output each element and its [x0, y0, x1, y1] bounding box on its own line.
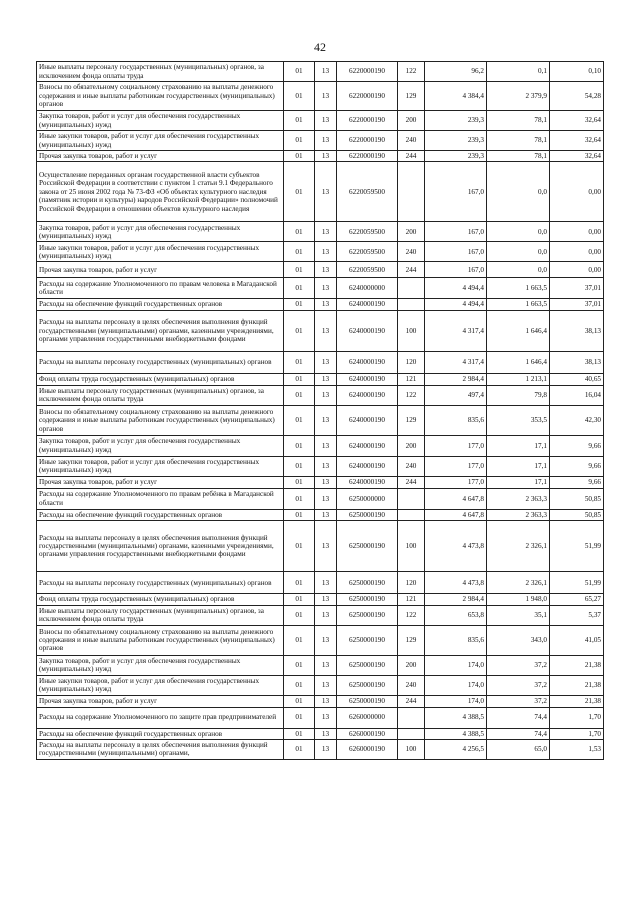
- cell-target-article: 6220059500: [337, 222, 398, 242]
- cell-target-article: 6240000000: [337, 278, 398, 299]
- table-row: [37, 476, 604, 488]
- cell-executed: 1 663,5: [487, 278, 550, 299]
- table-row: [37, 262, 604, 278]
- cell-target-article: 6220000190: [337, 131, 398, 151]
- cell-subsection: 13: [315, 707, 337, 728]
- cell-expense-type: 121: [398, 594, 425, 605]
- cell-section: 01: [284, 707, 315, 728]
- table-row: [37, 310, 604, 351]
- cell-executed: 0,0: [487, 162, 550, 222]
- cell-subsection: 13: [315, 405, 337, 435]
- cell-expense-type: 129: [398, 625, 425, 655]
- cell-percent: 51,99: [550, 521, 604, 572]
- cell-percent: 1,53: [550, 740, 604, 760]
- cell-executed: 65,0: [487, 740, 550, 760]
- cell-planned: 4 384,4: [425, 82, 487, 111]
- cell-section: 01: [284, 242, 315, 262]
- cell-section: 01: [284, 625, 315, 655]
- cell-executed: 2 379,9: [487, 82, 550, 111]
- cell-target-article: 6250000190: [337, 625, 398, 655]
- cell-target-article: 6240000190: [337, 476, 398, 488]
- cell-expense-type: [398, 509, 425, 520]
- cell-target-article: 6240000190: [337, 373, 398, 385]
- cell-planned: 2 984,4: [425, 594, 487, 605]
- cell-executed: 78,1: [487, 111, 550, 131]
- cell-section: 01: [284, 131, 315, 151]
- cell-planned: 4 647,8: [425, 509, 487, 520]
- table-row: [37, 675, 604, 695]
- cell-percent: 1,70: [550, 707, 604, 728]
- cell-description: Расходы на содержание Уполномоченного по защите прав предпринимателей: [37, 707, 284, 728]
- cell-target-article: 6260000190: [337, 740, 398, 760]
- cell-planned: 174,0: [425, 675, 487, 695]
- cell-expense-type: 121: [398, 373, 425, 385]
- page-number: 42: [314, 40, 326, 54]
- cell-executed: 17,1: [487, 476, 550, 488]
- cell-expense-type: 200: [398, 655, 425, 675]
- table-row: [37, 278, 604, 299]
- cell-percent: 21,38: [550, 675, 604, 695]
- cell-expense-type: 129: [398, 405, 425, 435]
- cell-description: Расходы на содержание Уполномоченного по правам ребёнка в Магаданской области: [37, 488, 284, 509]
- cell-section: 01: [284, 509, 315, 520]
- cell-expense-type: 244: [398, 151, 425, 162]
- cell-expense-type: 200: [398, 222, 425, 242]
- cell-percent: 1,70: [550, 728, 604, 739]
- cell-description: Иные выплаты персоналу государственных (муниципальных) органов, за исключением фонда оплаты труда: [37, 385, 284, 405]
- cell-percent: 37,01: [550, 278, 604, 299]
- cell-target-article: 6250000190: [337, 521, 398, 572]
- cell-planned: 497,4: [425, 385, 487, 405]
- cell-description: Прочая закупка товаров, работ и услуг: [37, 476, 284, 488]
- cell-expense-type: 122: [398, 605, 425, 625]
- cell-expense-type: 100: [398, 310, 425, 351]
- cell-section: 01: [284, 476, 315, 488]
- cell-description: Расходы на обеспечение функций государственных органов: [37, 299, 284, 310]
- table-row: [37, 625, 604, 655]
- cell-planned: 4 256,5: [425, 740, 487, 760]
- cell-description: Расходы на выплаты персоналу государственных (муниципальных) органов: [37, 572, 284, 594]
- cell-subsection: 13: [315, 310, 337, 351]
- cell-percent: 50,85: [550, 488, 604, 509]
- table-row: [37, 131, 604, 151]
- cell-description: Прочая закупка товаров, работ и услуг: [37, 695, 284, 707]
- cell-planned: 167,0: [425, 262, 487, 278]
- cell-percent: 9,66: [550, 456, 604, 476]
- cell-target-article: 6240000190: [337, 351, 398, 373]
- table-body: [37, 62, 604, 760]
- cell-expense-type: 129: [398, 82, 425, 111]
- cell-percent: 9,66: [550, 476, 604, 488]
- cell-target-article: 6260000000: [337, 707, 398, 728]
- cell-target-article: 6260000190: [337, 728, 398, 739]
- cell-section: 01: [284, 82, 315, 111]
- cell-section: 01: [284, 222, 315, 242]
- cell-description: Взносы по обязательному социальному страхованию на выплаты денежного содержания и иные выплаты работникам государственных (муниципальных) органов: [37, 625, 284, 655]
- cell-planned: 4 494,4: [425, 278, 487, 299]
- cell-subsection: 13: [315, 385, 337, 405]
- cell-target-article: 6250000190: [337, 594, 398, 605]
- cell-percent: 9,66: [550, 435, 604, 456]
- cell-planned: 4 473,8: [425, 521, 487, 572]
- cell-subsection: 13: [315, 456, 337, 476]
- cell-percent: 32,64: [550, 111, 604, 131]
- cell-subsection: 13: [315, 740, 337, 760]
- cell-planned: 174,0: [425, 655, 487, 675]
- cell-subsection: 13: [315, 655, 337, 675]
- cell-expense-type: 122: [398, 385, 425, 405]
- table-row: [37, 299, 604, 310]
- cell-expense-type: 244: [398, 695, 425, 707]
- cell-expense-type: 200: [398, 111, 425, 131]
- cell-executed: 2 326,1: [487, 521, 550, 572]
- cell-target-article: 6250000190: [337, 572, 398, 594]
- cell-section: 01: [284, 521, 315, 572]
- cell-section: 01: [284, 162, 315, 222]
- cell-description: Расходы на содержание Уполномоченного по правам человека в Магаданской области: [37, 278, 284, 299]
- cell-section: 01: [284, 385, 315, 405]
- cell-target-article: 6220059500: [337, 162, 398, 222]
- cell-target-article: 6240000190: [337, 310, 398, 351]
- cell-percent: 37,01: [550, 299, 604, 310]
- table-row: [37, 111, 604, 131]
- cell-section: 01: [284, 111, 315, 131]
- cell-subsection: 13: [315, 521, 337, 572]
- cell-target-article: 6250000190: [337, 695, 398, 707]
- cell-executed: 37,2: [487, 695, 550, 707]
- cell-planned: 177,0: [425, 435, 487, 456]
- table-row: [37, 572, 604, 594]
- cell-target-article: 6240000190: [337, 435, 398, 456]
- table-row: [37, 405, 604, 435]
- cell-target-article: 6250000190: [337, 605, 398, 625]
- cell-section: 01: [284, 405, 315, 435]
- cell-subsection: 13: [315, 675, 337, 695]
- cell-executed: 1 663,5: [487, 299, 550, 310]
- cell-percent: 38,13: [550, 351, 604, 373]
- cell-planned: 174,0: [425, 695, 487, 707]
- cell-description: Осуществление переданных органам государственной власти субъектов Российской Федерации в соответствии с пунктом 1 статьи 9.1 Федерального закона от 25 июня 2002 года № 73-ФЗ «Об объектах культурного наследия (памятник истории и культуры) народов Российской Федерации» полномочий Российской Федерации в отношении объектов культурного наследия: [37, 162, 284, 222]
- cell-section: 01: [284, 373, 315, 385]
- cell-executed: 2 363,3: [487, 509, 550, 520]
- cell-section: 01: [284, 278, 315, 299]
- cell-percent: 54,28: [550, 82, 604, 111]
- cell-target-article: 6220059500: [337, 242, 398, 262]
- cell-section: 01: [284, 310, 315, 351]
- cell-subsection: 13: [315, 151, 337, 162]
- cell-executed: 78,1: [487, 131, 550, 151]
- cell-planned: 4 317,4: [425, 310, 487, 351]
- cell-percent: 50,85: [550, 509, 604, 520]
- cell-percent: 5,37: [550, 605, 604, 625]
- cell-target-article: 6240000190: [337, 405, 398, 435]
- cell-subsection: 13: [315, 605, 337, 625]
- cell-expense-type: [398, 707, 425, 728]
- cell-planned: 4 494,4: [425, 299, 487, 310]
- cell-percent: 41,05: [550, 625, 604, 655]
- cell-percent: 65,27: [550, 594, 604, 605]
- cell-percent: 0,10: [550, 62, 604, 82]
- table-row: [37, 435, 604, 456]
- cell-expense-type: [398, 488, 425, 509]
- cell-percent: 21,38: [550, 695, 604, 707]
- cell-target-article: 6220059500: [337, 262, 398, 278]
- cell-planned: 4 317,4: [425, 351, 487, 373]
- cell-subsection: 13: [315, 594, 337, 605]
- cell-subsection: 13: [315, 111, 337, 131]
- cell-expense-type: 120: [398, 351, 425, 373]
- table-row: [37, 62, 604, 82]
- cell-target-article: 6240000190: [337, 385, 398, 405]
- cell-description: Прочая закупка товаров, работ и услуг: [37, 262, 284, 278]
- cell-section: 01: [284, 740, 315, 760]
- cell-executed: 35,1: [487, 605, 550, 625]
- cell-planned: 177,0: [425, 456, 487, 476]
- cell-target-article: 6220000190: [337, 62, 398, 82]
- cell-subsection: 13: [315, 435, 337, 456]
- cell-description: Прочая закупка товаров, работ и услуг: [37, 151, 284, 162]
- cell-planned: 167,0: [425, 222, 487, 242]
- cell-description: Расходы на выплаты персоналу государственных (муниципальных) органов: [37, 351, 284, 373]
- cell-expense-type: 122: [398, 62, 425, 82]
- cell-expense-type: 240: [398, 675, 425, 695]
- cell-planned: 177,0: [425, 476, 487, 488]
- cell-percent: 38,13: [550, 310, 604, 351]
- cell-description: Закупка товаров, работ и услуг для обеспечения государственных (муниципальных) нужд: [37, 655, 284, 675]
- cell-target-article: 6220000190: [337, 111, 398, 131]
- cell-description: Закупка товаров, работ и услуг для обеспечения государственных (муниципальных) нужд: [37, 111, 284, 131]
- cell-expense-type: 244: [398, 262, 425, 278]
- cell-description: Иные закупки товаров, работ и услуг для обеспечения государственных (муниципальных) нужд: [37, 675, 284, 695]
- cell-percent: 0,00: [550, 242, 604, 262]
- cell-description: Расходы на обеспечение функций государственных органов: [37, 509, 284, 520]
- cell-expense-type: [398, 299, 425, 310]
- cell-planned: 653,8: [425, 605, 487, 625]
- cell-description: Закупка товаров, работ и услуг для обеспечения государственных (муниципальных) нужд: [37, 435, 284, 456]
- cell-planned: 167,0: [425, 162, 487, 222]
- cell-executed: 37,2: [487, 655, 550, 675]
- table-row: [37, 82, 604, 111]
- cell-executed: 78,1: [487, 151, 550, 162]
- table-row: [37, 162, 604, 222]
- cell-planned: 835,6: [425, 625, 487, 655]
- cell-section: 01: [284, 488, 315, 509]
- cell-subsection: 13: [315, 82, 337, 111]
- table-row: [37, 351, 604, 373]
- budget-table: [36, 61, 604, 760]
- cell-executed: 1 213,1: [487, 373, 550, 385]
- cell-expense-type: 240: [398, 242, 425, 262]
- cell-expense-type: 100: [398, 521, 425, 572]
- cell-executed: 74,4: [487, 707, 550, 728]
- cell-description: Иные закупки товаров, работ и услуг для обеспечения государственных (муниципальных) нужд: [37, 456, 284, 476]
- table-row: [37, 707, 604, 728]
- cell-section: 01: [284, 572, 315, 594]
- cell-percent: 32,64: [550, 151, 604, 162]
- cell-section: 01: [284, 594, 315, 605]
- cell-target-article: 6240000190: [337, 456, 398, 476]
- cell-percent: 40,65: [550, 373, 604, 385]
- cell-target-article: 6250000190: [337, 675, 398, 695]
- table-row: [37, 222, 604, 242]
- cell-target-article: 6220000190: [337, 82, 398, 111]
- cell-executed: 353,5: [487, 405, 550, 435]
- cell-planned: 4 388,5: [425, 707, 487, 728]
- cell-percent: 0,00: [550, 162, 604, 222]
- cell-executed: 0,0: [487, 242, 550, 262]
- table-row: [37, 509, 604, 520]
- cell-target-article: 6220000190: [337, 151, 398, 162]
- cell-subsection: 13: [315, 373, 337, 385]
- cell-subsection: 13: [315, 476, 337, 488]
- cell-description: Фонд оплаты труда государственных (муниципальных) органов: [37, 594, 284, 605]
- cell-section: 01: [284, 655, 315, 675]
- cell-description: Иные закупки товаров, работ и услуг для обеспечения государственных (муниципальных) нужд: [37, 131, 284, 151]
- cell-executed: 0,0: [487, 262, 550, 278]
- cell-target-article: 6240000190: [337, 299, 398, 310]
- cell-executed: 2 363,3: [487, 488, 550, 509]
- cell-subsection: 13: [315, 695, 337, 707]
- table-row: [37, 521, 604, 572]
- cell-expense-type: 120: [398, 572, 425, 594]
- cell-subsection: 13: [315, 242, 337, 262]
- cell-target-article: 6250000190: [337, 509, 398, 520]
- cell-description: Расходы на обеспечение функций государственных органов: [37, 728, 284, 739]
- cell-expense-type: [398, 728, 425, 739]
- cell-percent: 21,38: [550, 655, 604, 675]
- cell-subsection: 13: [315, 728, 337, 739]
- table-row: [37, 385, 604, 405]
- cell-planned: 2 984,4: [425, 373, 487, 385]
- cell-description: Иные выплаты персоналу государственных (муниципальных) органов, за исключением фонда оплаты труда: [37, 605, 284, 625]
- cell-subsection: 13: [315, 625, 337, 655]
- cell-expense-type: 200: [398, 435, 425, 456]
- cell-target-article: 6250000190: [337, 655, 398, 675]
- cell-percent: 16,04: [550, 385, 604, 405]
- cell-executed: 74,4: [487, 728, 550, 739]
- cell-section: 01: [284, 435, 315, 456]
- cell-description: Взносы по обязательному социальному страхованию на выплаты денежного содержания и иные выплаты работникам государственных (муниципальных) органов: [37, 82, 284, 111]
- cell-subsection: 13: [315, 262, 337, 278]
- cell-planned: 96,2: [425, 62, 487, 82]
- cell-percent: 0,00: [550, 222, 604, 242]
- cell-planned: 835,6: [425, 405, 487, 435]
- cell-section: 01: [284, 262, 315, 278]
- cell-description: Расходы на выплаты персоналу в целях обеспечения выполнения функций государственными (муниципальными) органами,: [37, 740, 284, 760]
- cell-subsection: 13: [315, 351, 337, 373]
- cell-target-article: 6250000000: [337, 488, 398, 509]
- cell-executed: 79,8: [487, 385, 550, 405]
- cell-subsection: 13: [315, 572, 337, 594]
- cell-planned: 239,3: [425, 151, 487, 162]
- cell-section: 01: [284, 62, 315, 82]
- cell-description: Иные закупки товаров, работ и услуг для обеспечения государственных (муниципальных) нужд: [37, 242, 284, 262]
- cell-section: 01: [284, 695, 315, 707]
- cell-subsection: 13: [315, 162, 337, 222]
- cell-description: Расходы на выплаты персоналу в целях обеспечения выполнения функций государственными (муниципальными) органами, казенными учреждениями, органами управления государственными внебюджетными фондами: [37, 310, 284, 351]
- cell-description: Расходы на выплаты персоналу в целях обеспечения выполнения функций государственными (муниципальными) органами, казенными учреждениями, органами управления государственными внебюджетными фондами: [37, 521, 284, 572]
- cell-percent: 0,00: [550, 262, 604, 278]
- table-row: [37, 456, 604, 476]
- cell-percent: 32,64: [550, 131, 604, 151]
- cell-executed: 0,1: [487, 62, 550, 82]
- table-row: [37, 594, 604, 605]
- table-row: [37, 151, 604, 162]
- cell-planned: 239,3: [425, 111, 487, 131]
- cell-executed: 17,1: [487, 435, 550, 456]
- cell-executed: 1 948,0: [487, 594, 550, 605]
- cell-executed: 1 646,4: [487, 310, 550, 351]
- cell-description: Фонд оплаты труда государственных (муниципальных) органов: [37, 373, 284, 385]
- cell-planned: 4 388,5: [425, 728, 487, 739]
- table-row: [37, 695, 604, 707]
- cell-planned: 239,3: [425, 131, 487, 151]
- cell-section: 01: [284, 456, 315, 476]
- cell-expense-type: 100: [398, 740, 425, 760]
- cell-section: 01: [284, 605, 315, 625]
- table-row: [37, 655, 604, 675]
- cell-expense-type: 240: [398, 131, 425, 151]
- cell-subsection: 13: [315, 131, 337, 151]
- cell-section: 01: [284, 728, 315, 739]
- cell-subsection: 13: [315, 488, 337, 509]
- cell-planned: 167,0: [425, 242, 487, 262]
- table-row: [37, 728, 604, 739]
- cell-expense-type: 240: [398, 456, 425, 476]
- cell-planned: 4 473,8: [425, 572, 487, 594]
- cell-expense-type: 244: [398, 476, 425, 488]
- table-row: [37, 740, 604, 760]
- cell-executed: 37,2: [487, 675, 550, 695]
- cell-expense-type: [398, 162, 425, 222]
- table-row: [37, 242, 604, 262]
- cell-subsection: 13: [315, 509, 337, 520]
- cell-section: 01: [284, 675, 315, 695]
- table-row: [37, 605, 604, 625]
- cell-subsection: 13: [315, 278, 337, 299]
- cell-executed: 2 326,1: [487, 572, 550, 594]
- cell-executed: 1 646,4: [487, 351, 550, 373]
- cell-expense-type: [398, 278, 425, 299]
- table-row: [37, 488, 604, 509]
- cell-section: 01: [284, 299, 315, 310]
- cell-percent: 42,30: [550, 405, 604, 435]
- cell-executed: 343,0: [487, 625, 550, 655]
- cell-executed: 0,0: [487, 222, 550, 242]
- cell-planned: 4 647,8: [425, 488, 487, 509]
- cell-section: 01: [284, 351, 315, 373]
- cell-section: 01: [284, 151, 315, 162]
- cell-description: Взносы по обязательному социальному страхованию на выплаты денежного содержания и иные выплаты работникам государственных (муниципальных) органов: [37, 405, 284, 435]
- cell-percent: 51,99: [550, 572, 604, 594]
- cell-subsection: 13: [315, 62, 337, 82]
- cell-description: Закупка товаров, работ и услуг для обеспечения государственных (муниципальных) нужд: [37, 222, 284, 242]
- cell-subsection: 13: [315, 299, 337, 310]
- table-row: [37, 373, 604, 385]
- cell-description: Иные выплаты персоналу государственных (муниципальных) органов, за исключением фонда оплаты труда: [37, 62, 284, 82]
- cell-subsection: 13: [315, 222, 337, 242]
- cell-executed: 17,1: [487, 456, 550, 476]
